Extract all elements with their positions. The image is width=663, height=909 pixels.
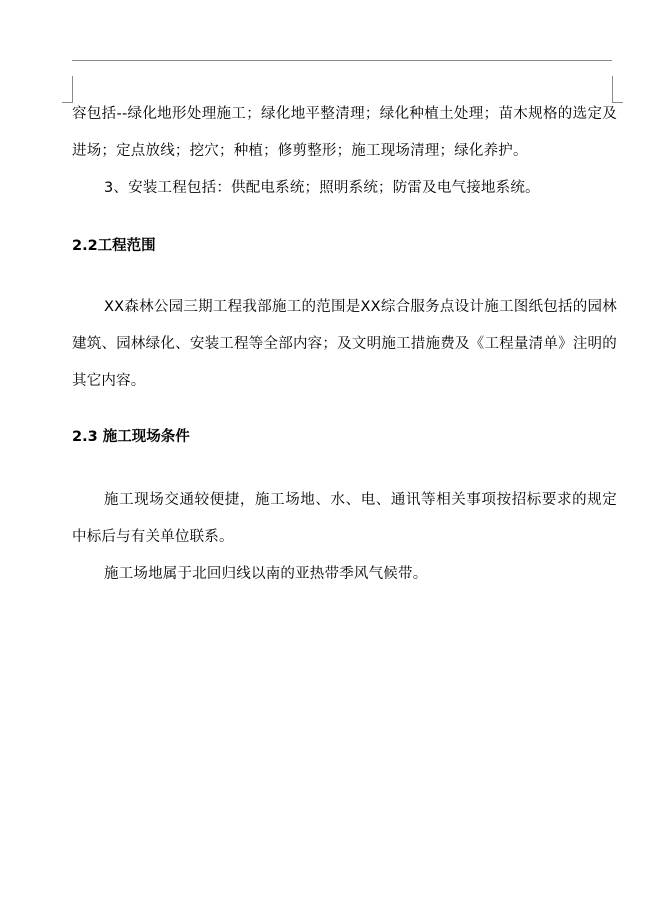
section-heading-site-conditions: 2.3 施工现场条件: [72, 429, 190, 445]
paragraph-installation-scope: 3、安装工程包括：供配电系统；照明系统；防雷及电气接地系统。: [104, 180, 540, 196]
paragraph-greening-scope: 容包括--绿化地形处理施工；绿化地平整清理；绿化种植土处理；苗木规格的选定及进场；定点放线；挖穴；种植；修剪整形；施工现场清理；绿化养护。: [72, 106, 617, 159]
page-header-rule: [72, 60, 612, 61]
paragraph-site-climate: 施工场地属于北回归线以南的亚热带季风气候带。: [104, 566, 428, 582]
section-heading-scope: 2.2工程范围: [72, 238, 156, 254]
paragraph-site-access: 施工现场交通较便捷，施工场地、水、电、通讯等相关事项按招标要求的规定中标后与有关单位联系。: [72, 492, 617, 545]
document-body: [72, 96, 617, 593]
paragraph-project-scope: XX森林公园三期工程我部施工的范围是XX综合服务点设计施工图纸包括的园林建筑、园林绿化、安装工程等全部内容；及文明施工措施费及《工程量清单》注明的其它内容。: [72, 299, 617, 389]
